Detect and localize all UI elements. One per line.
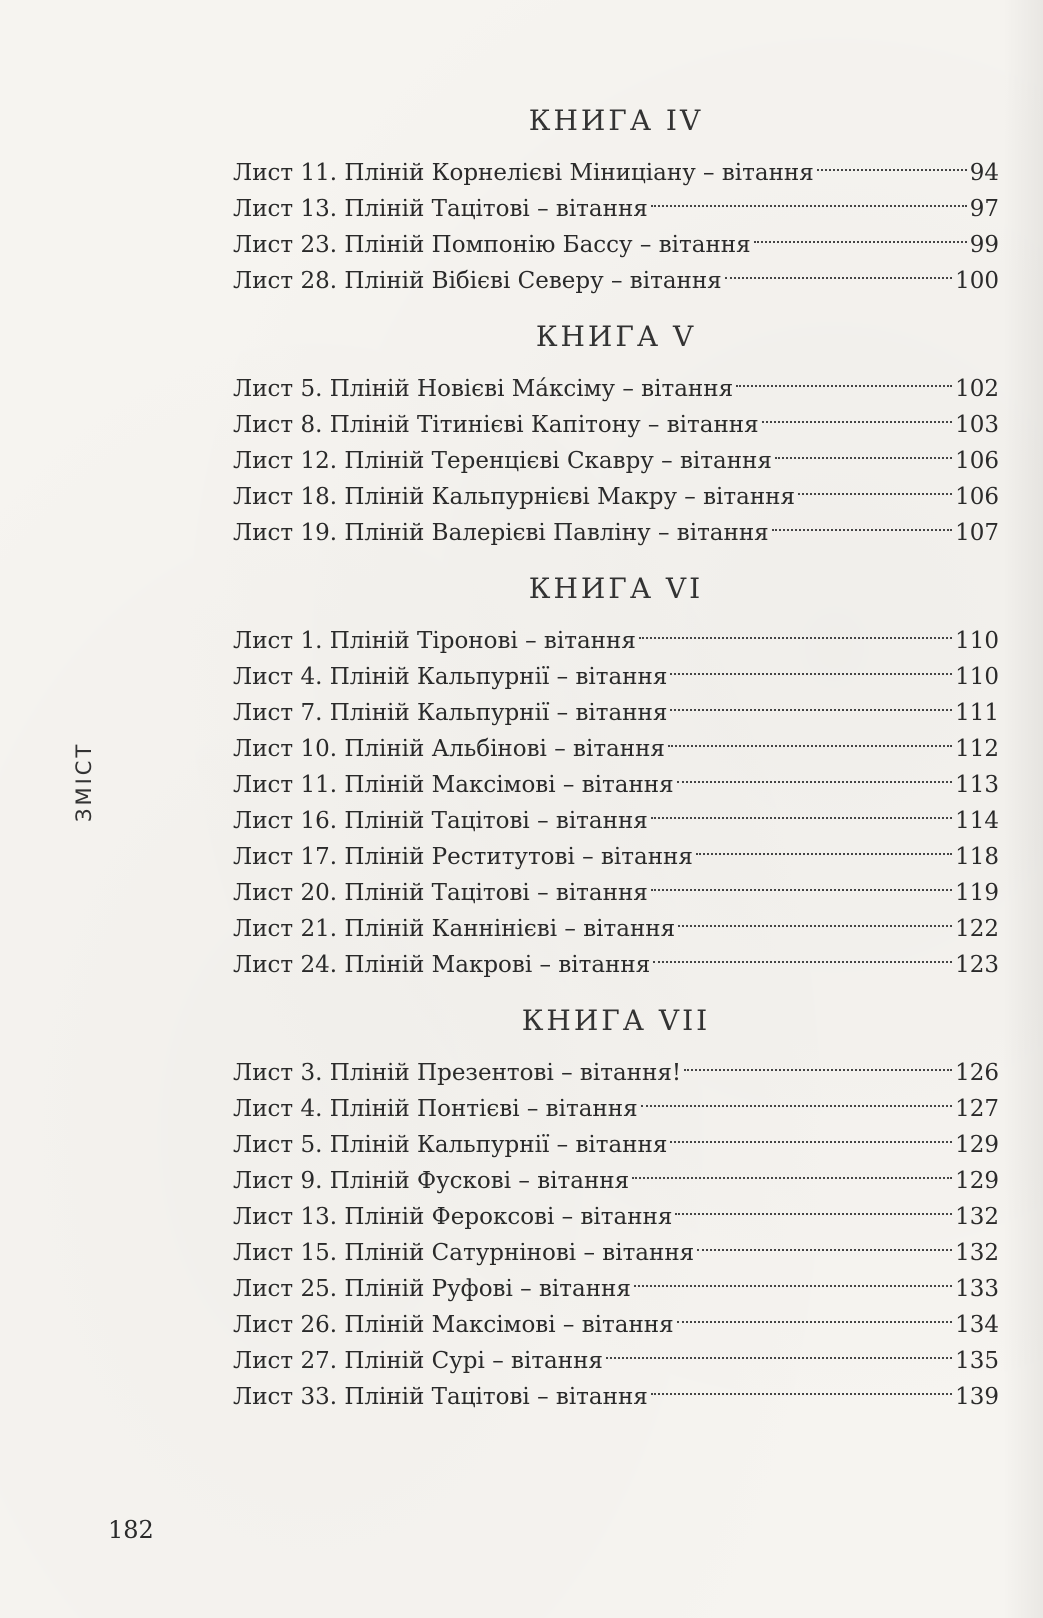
dot-leader xyxy=(670,1116,952,1152)
entry-page-number: 134 xyxy=(955,1312,999,1338)
entry-page-number: 129 xyxy=(955,1168,999,1194)
book-title: КНИГА VII xyxy=(521,1004,711,1037)
entry-page-number: 111 xyxy=(955,700,999,726)
entry-page-number: 139 xyxy=(955,1384,999,1410)
entry-page-number: 123 xyxy=(955,952,999,978)
entry-title: Лист 28. Пліній Вібієві Северу – вітання xyxy=(233,268,722,294)
entry-page-number: 118 xyxy=(955,844,999,870)
dot-leader xyxy=(677,756,952,792)
entry-page-number: 127 xyxy=(955,1096,999,1122)
entry-page-number: 110 xyxy=(955,664,999,690)
dot-leader xyxy=(670,648,952,684)
entry-page-number: 119 xyxy=(955,880,999,906)
entry-page-number: 94 xyxy=(969,160,999,186)
entry-title: Лист 12. Пліній Теренцієві Скавру – вітання xyxy=(233,448,772,474)
toc-entry[interactable] xyxy=(233,1044,999,1086)
dot-leader xyxy=(639,612,952,648)
entry-page-number: 126 xyxy=(955,1060,999,1086)
table-of-contents xyxy=(233,98,999,1410)
entry-title: Лист 19. Пліній Валерієві Павліну – вітання xyxy=(233,520,769,546)
entry-page-number: 132 xyxy=(955,1204,999,1230)
entry-title: Лист 24. Пліній Макрові – вітання xyxy=(233,952,651,978)
entry-page-number: 110 xyxy=(955,628,999,654)
entry-title: Лист 27. Пліній Сурі – вітання xyxy=(233,1348,603,1374)
entry-title: Лист 15. Пліній Сатурнінові – вітання xyxy=(233,1240,695,1266)
dot-leader xyxy=(762,396,952,432)
toc-entry[interactable] xyxy=(233,144,999,186)
dot-leader xyxy=(651,1368,952,1404)
dot-leader xyxy=(817,144,967,180)
entry-page-number: 106 xyxy=(955,484,999,510)
dot-leader xyxy=(754,216,967,252)
entry-title: Лист 23. Пліній Помпонію Бассу – вітання xyxy=(233,232,751,258)
entry-title: Лист 8. Пліній Тітинієві Капітону – вітання xyxy=(233,412,759,438)
entry-page-number: 100 xyxy=(955,268,999,294)
entry-page-number: 103 xyxy=(955,412,999,438)
entry-title: Лист 33. Пліній Тацітові – вітання xyxy=(233,1384,648,1410)
entry-page-number: 99 xyxy=(969,232,999,258)
dot-leader xyxy=(678,900,952,936)
entry-title: Лист 5. Пліній Кальпурнії – вітання xyxy=(233,1132,668,1158)
dot-leader xyxy=(725,252,952,288)
entry-title: Лист 13. Пліній Фероксові – вітання xyxy=(233,1204,673,1230)
section-side-label: ЗМІСТ xyxy=(72,741,96,822)
dot-leader xyxy=(651,180,967,216)
dot-leader xyxy=(696,828,952,864)
entry-title: Лист 17. Пліній Реститутові – вітання xyxy=(233,844,693,870)
dot-leader xyxy=(651,792,952,828)
entry-title: Лист 20. Пліній Тацітові – вітання xyxy=(233,880,648,906)
entry-title: Лист 5. Пліній Новієві Ма́ксіму – вітання xyxy=(233,376,734,402)
entry-page-number: 97 xyxy=(969,196,999,222)
entry-page-number: 102 xyxy=(955,376,999,402)
entry-title: Лист 1. Пліній Тіронові – вітання xyxy=(233,628,636,654)
entry-page-number: 133 xyxy=(955,1276,999,1302)
entry-title: Лист 16. Пліній Тацітові – вітання xyxy=(233,808,648,834)
dot-leader xyxy=(736,360,952,396)
book-title: КНИГА VI xyxy=(528,572,704,605)
entry-page-number: 114 xyxy=(955,808,999,834)
entry-page-number: 122 xyxy=(955,916,999,942)
dot-leader xyxy=(675,1188,952,1224)
entry-title: Лист 4. Пліній Кальпурнії – вітання xyxy=(233,664,668,690)
entry-title: Лист 7. Пліній Кальпурнії – вітання xyxy=(233,700,668,726)
dot-leader xyxy=(670,684,952,720)
dot-leader xyxy=(697,1224,952,1260)
book-section xyxy=(233,314,999,546)
dot-leader xyxy=(798,468,952,504)
entry-title: Лист 13. Пліній Тацітові – вітання xyxy=(233,196,648,222)
dot-leader xyxy=(772,504,952,540)
dot-leader xyxy=(632,1152,952,1188)
entry-page-number: 129 xyxy=(955,1132,999,1158)
entry-title: Лист 11. Пліній Корнелієві Міниціану – вітання xyxy=(233,160,814,186)
entry-title: Лист 26. Пліній Максімові – вітання xyxy=(233,1312,674,1338)
dot-leader xyxy=(775,432,952,468)
entry-title: Лист 3. Пліній Презентові – вітання! xyxy=(233,1060,682,1086)
entry-page-number: 113 xyxy=(955,772,999,798)
entry-page-number: 132 xyxy=(955,1240,999,1266)
dot-leader xyxy=(606,1332,952,1368)
book-section xyxy=(233,98,999,294)
dot-leader xyxy=(634,1260,952,1296)
book-title: КНИГА IV xyxy=(528,104,704,137)
toc-entry[interactable] xyxy=(233,612,999,654)
dot-leader xyxy=(677,1296,952,1332)
book-section xyxy=(233,998,999,1410)
entry-page-number: 106 xyxy=(955,448,999,474)
entry-title: Лист 4. Пліній Понтієві – вітання xyxy=(233,1096,638,1122)
book-title: КНИГА V xyxy=(535,320,697,353)
entry-title: Лист 25. Пліній Руфові – вітання xyxy=(233,1276,631,1302)
dot-leader xyxy=(668,720,952,756)
entry-page-number: 135 xyxy=(955,1348,999,1374)
toc-entry[interactable] xyxy=(233,360,999,402)
entry-title: Лист 9. Пліній Фускові – вітання xyxy=(233,1168,630,1194)
page-edge-shadow xyxy=(1003,0,1043,1618)
dot-leader xyxy=(651,864,952,900)
entry-page-number: 107 xyxy=(955,520,999,546)
page-number: 182 xyxy=(108,1516,154,1544)
dot-leader xyxy=(653,936,952,972)
dot-leader xyxy=(641,1080,953,1116)
entry-title: Лист 21. Пліній Каннінієві – вітання xyxy=(233,916,676,942)
entry-title: Лист 10. Пліній Альбінові – вітання xyxy=(233,736,665,762)
entry-page-number: 112 xyxy=(955,736,999,762)
entry-title: Лист 11. Пліній Максімові – вітання xyxy=(233,772,674,798)
book-section xyxy=(233,566,999,978)
dot-leader xyxy=(684,1044,952,1080)
entry-title: Лист 18. Пліній Кальпурнієві Макру – вітання xyxy=(233,484,796,510)
